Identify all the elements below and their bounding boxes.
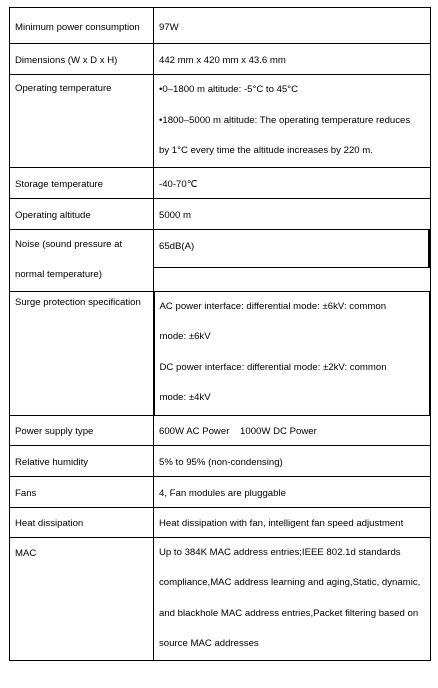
row-label: Surge protection specification [10, 291, 154, 415]
table-row [10, 198, 431, 229]
table-row [10, 44, 431, 75]
value-line: and blackhole MAC address entries,Packet filtering based on [159, 607, 419, 619]
value-line: by 1°C every time the altitude increases by 220 m. [159, 145, 373, 156]
row-label: Dimensions (W x D x H) [10, 44, 154, 75]
table-row [10, 75, 431, 168]
row-value: -40-70℃ [154, 167, 431, 198]
table-row [10, 476, 431, 507]
table-row [10, 445, 431, 476]
value-line: mode: ±4kV [159, 392, 211, 403]
table-row [10, 229, 431, 291]
value-line: AC power interface: differential mode: ±6kV: common [159, 300, 387, 312]
row-value: 5% to 95% (non-condensing) [154, 445, 431, 476]
row-label: Operating altitude [10, 198, 154, 229]
label-line: Noise (sound pressure at [15, 238, 123, 250]
row-label: Minimum power consumption [10, 8, 154, 44]
label-line: normal temperature) [15, 269, 102, 280]
row-label: Operating temperature [10, 75, 154, 168]
row-value: 600W AC Power 1000W DC Power [154, 415, 431, 445]
value-line: 65dB(A) [159, 240, 195, 252]
table-row [10, 507, 431, 537]
row-value: 442 mm x 420 mm x 43.6 mm [154, 44, 431, 75]
table-row [10, 537, 431, 660]
value-line: Up to 384K MAC address entries;IEEE 802.1d standards [159, 546, 401, 558]
row-label: Fans [10, 476, 154, 507]
row-label [10, 229, 154, 291]
row-value [154, 537, 431, 660]
value-line: mode: ±6kV [159, 331, 211, 342]
value-line: compliance,MAC address learning and aging,Static, dynamic, [159, 577, 421, 588]
value-line: • 1800–5000 m altitude: The operating temperature reduces [159, 106, 430, 137]
row-value: 97W [154, 8, 431, 44]
value-line: DC power interface: differential mode: ±2kV: common [159, 361, 387, 373]
row-value: 5000 m [154, 198, 431, 229]
row-value [154, 229, 431, 291]
table-row [10, 291, 431, 415]
row-label: Storage temperature [10, 167, 154, 198]
row-value: Heat dissipation with fan, intelligent fan speed adjustment [154, 507, 431, 537]
row-value: 4, Fan modules are pluggable [154, 476, 431, 507]
table-row [10, 8, 431, 44]
row-value [154, 291, 431, 415]
spec-table-grid [9, 7, 431, 661]
value-line: • 0–1800 m altitude: -5°C to 45°C [159, 75, 430, 106]
row-label: MAC [10, 537, 154, 660]
row-label: Relative humidity [10, 445, 154, 476]
value-line: source MAC addresses [159, 638, 259, 649]
row-label: Heat dissipation [10, 507, 154, 537]
spec-table [9, 7, 431, 661]
table-row [10, 167, 431, 198]
table-row [10, 415, 431, 445]
row-value [154, 75, 431, 168]
row-label: Power supply type [10, 415, 154, 445]
